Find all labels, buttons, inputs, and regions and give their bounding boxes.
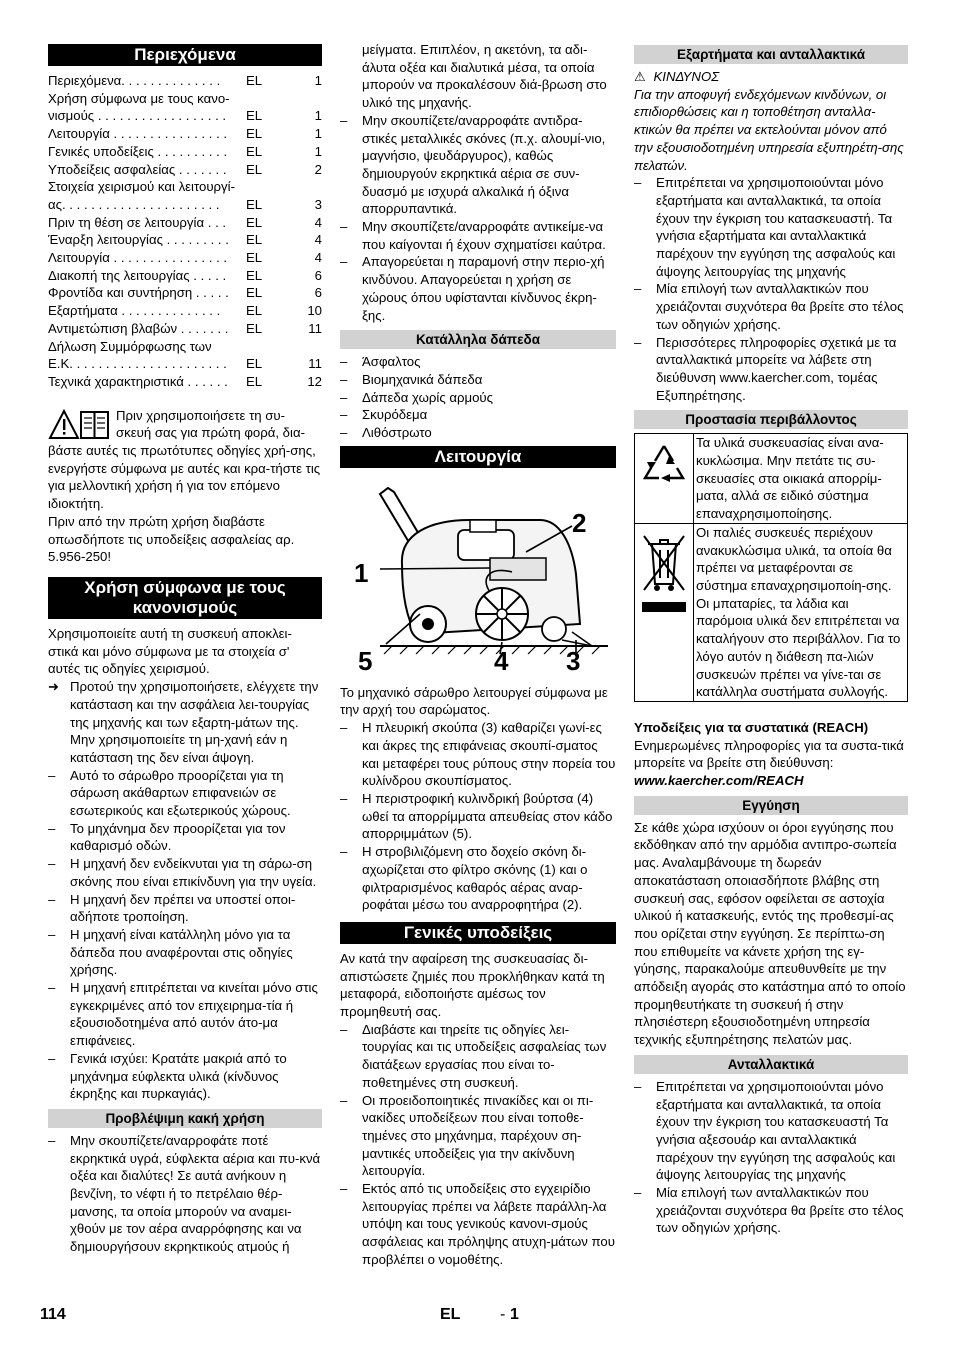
safety-notice: Πριν από την πρώτη χρήση διαβάστε οπωσδήποτε τις υποδείξεις ασφαλείας αρ. 5.956-250! [48,513,295,565]
toc-entry: Χρήση σύμφωνα με τους κανο- [48,90,230,106]
arrow-icon: ➜ [48,679,60,695]
list-item: – Σκυρόδεμα [340,407,428,423]
list-item: – Μην σκουπίζετε/αναρροφάτε αντικείμε-να που καίγονται ή έχουν σχηματίσει καύτρα. [340,219,606,252]
floors-heading: Κατάλληλα δάπεδα [340,330,616,349]
danger-label: ⚠ ΚΙΝΔΥΝΟΣ [634,69,720,84]
proper-use-heading: Χρήση σύμφωνα με τους κανονισμούς [48,577,322,619]
list-item: – Το μηχάνημα δεν προορίζεται για τον καθαρισμό οδών. [48,820,286,854]
toc-entry: Περιεχόμενα. . . . . . . . . . . . . . EL 1 [48,73,322,88]
toc-entry: νισμούς . . . . . . . . . . . . . . . . . . EL 1 [48,108,322,124]
toc-entry: Υποδείξεις ασφαλείας . . . . . . . EL 2 [48,161,322,177]
proper-use-list [48,767,322,1103]
list-item: – Οι προειδοποιητικές πινακίδες και οι πι-νακίδες υποδείξεων που είναι τοποθε-τημένες στο μηχάνημα, παρέχουν ση-μαντικές υποδείξεις για την ακίνδυνη λειτουργία. [340,1092,594,1179]
crossed-bin-icon [638,530,690,620]
proper-use-arrow-item: ➜ Προτού την χρησιμοποιήσετε, ελέγχετε την κατάσταση και την ασφάλεια λει-τουργίας της μηχανής και των εξαρτη-μάτων της. Μην χρησιμοποιείτε τη μη-χανή εάν η κατάσταση της δεν είναι άψογη. [48,679,319,765]
toc-entry: Εξαρτήματα . . . . . . . . . . . . . . EL 10 [48,303,322,319]
spare-parts-list [634,1078,908,1237]
accessories-list [634,174,908,404]
function-heading: Λειτουργία [340,446,616,468]
danger-icon: ⚠ [634,69,646,84]
label-4: 4 [494,645,509,674]
list-item: – Η πλευρική σκούπα (3) καθαρίζει γωνί-ες και άκρες της επιφάνειας σκουπί-σματος και μεταφέρει τους ρύπους στην πορεία του κυλίνδρου σκουπίσματος. [340,720,616,789]
label-3: 3 [566,645,581,674]
reach-link[interactable]: www.kaercher.com/REACH [634,773,804,789]
proper-use-intro: Χρησιμοποιείτε αυτή τη συσκευή αποκλει-στικά και μόνο σύμφωνα με τα στοιχεία σ' αυτές τις οδηγίες χειρισμού. [48,625,292,677]
general-list [340,1021,616,1269]
label-1: 1 [354,557,369,588]
floors-list [340,353,616,442]
page-number: 114 [40,1306,66,1323]
table-row [635,523,908,701]
toc-entry: Λειτουργία . . . . . . . . . . . . . . . . EL 1 [48,126,322,142]
table-of-contents [48,72,322,391]
general-intro: Αν κατά την αφαίρεση της συσκευασίας δι-απιστώσετε ζημιές που προκλήθηκαν κατά τη μεταφορά, ειδοποιήστε αμέσως τον προμηθευτή σας. [340,950,605,1020]
sweeper-diagram [340,474,616,674]
list-item: – Μην σκουπίζετε/αναρροφάτε αντιδρα-στικές μεταλλικές σκόνες (π.χ. αλουμί-νιο, μαγνήσιο, ψευδάργυρος), καθώς δημιουργούν εκρηκτικά αέρια σε συν-δυασμό με ισχυρά αλκαλικά ή όξινα απορρυπαντικά. [340,112,606,217]
footer-subpage: 1 [510,1306,519,1323]
list-item: – Η μηχανή δεν ενδείκνυται για τη σάρω-ση σκόνης που είναι επικίνδυνη για την υγεία. [48,856,317,889]
warning-text: βάστε αυτές τις πρωτότυπες οδηγίες χρή-σης, ενεργήστε σύμφωνα με αυτές και κρα-τήστε τις για μελλοντική χρήση ή για τον επόμενο ιδιοκτήτη. [48,443,321,512]
toc-entry: Αντιμετώπιση βλαβών . . . . . . . EL 11 [48,320,322,336]
list-item: – Αυτό το σάρωθρο προορίζεται για τη σάρωση ακάθαρτων επιφανειών σε εσωτερικούς και εξωτερικούς χώρους. [48,767,291,819]
warning-line-2: σκευή σας για πρώτη φορά, δια- [116,425,305,441]
list-item: – Εκτός από τις υποδείξεις στο εγχειρίδιο λειτουργίας πρέπει να λάβετε παράλλη-λα υπόψη και τους γενικούς κανονι-σμούς ασφάλειας και πρόληψης ατυχη-μάτων που προβλέπει ο νομοθέτης. [340,1181,615,1267]
toc-entry: Διακοπή της λειτουργίας . . . . . EL 6 [48,267,322,283]
toc-entry: Γενικές υποδείξεις . . . . . . . . . . EL 1 [48,143,322,159]
misuse-heading: Προβλέψιμη κακή χρήση [48,1109,322,1128]
list-item: – Άσφαλτος [340,354,421,370]
list-item: – Απαγορεύεται η παραμονή στην περιο-χή κινδύνου. Απαγορεύεται η χρήση σε χώρους όπου υφίστανται κίνδυνος έκρη-ξης. [340,254,605,323]
warranty-heading: Εγγύηση [634,796,908,815]
column-1 [48,44,322,1256]
list-item: – Περισσότερες πληροφορίες σχετικά με τα ανταλλακτικά μπορείτε να λάβετε στη διεύθυνση www.kaercher.com, τομέας Εξυπηρέτησης. [634,334,897,403]
toc-entry: Δήλωση Συμμόρφωσης των [48,338,212,354]
label-2: 2 [572,507,587,538]
list-item: – Λιθόστρωτο [340,425,432,441]
toc-entry: Έναρξη λειτουργίας . . . . . . . . . EL 4 [48,232,322,248]
list-item: – Μία επιλογή των ανταλλακτικών που χρειάζονται συχνότερα θα βρείτε στο τέλος των οδηγιών χρήσης. [634,1185,904,1236]
list-item: – Η μηχανή επιτρέπεται να κινείται μόνο στις εγκεκριμένες από τον επιχειρημα-τία ή εξουσιοδοτημένα από αυτόν άτο-μα επιφάνειες. [48,980,318,1049]
toc-entry: Λειτουργία . . . . . . . . . . . . . . . . EL 4 [48,250,322,266]
general-heading: Γενικές υποδείξεις [340,922,616,944]
recycle-icon [639,440,689,490]
list-item: – Η στροβιλιζόμενη στο δοχείο σκόνη δι-αχωρίζεται στο φίλτρο σκόνης (1) και ο φιλτραρισμένος καθαρός αέρας αναρ-ροφάται μέσω του αναρροφητήρα (2). [340,844,588,913]
column-3 [634,44,908,1237]
list-item: – Δάπεδα χωρίς αρμούς [340,389,493,405]
list-item: – Επιτρέπεται να χρησιμοποιούνται μόνο εξαρτήματα και ανταλλακτικά, τα οποία έχουν την έγκριση του κατασκευαστή Τα γνήσια αξεσουάρ και ανταλλακτικά παρέχουν την εγγύηση της ασφαλούς και άψογης λειτουργίας της μηχανής [634,1078,896,1183]
list-item: – Μία επιλογή των ανταλλακτικών που χρειάζονται συχνότερα θα βρείτε στο τέλος των οδηγιών χρήσης. [634,281,904,332]
misuse-list [340,112,616,324]
toc-entry: Τεχνικά χαρακτηριστικά . . . . . . EL 12 [48,373,322,389]
environment-table [634,433,908,702]
toc-entry: Ε.Κ. . . . . . . . . . . . . . . . . . . . . . EL 11 [48,356,322,372]
warning-manual-icon [48,407,112,441]
toc-entry: Πριν τη θέση σε λειτουργία . . . EL 4 [48,214,322,230]
footer-separator: - [500,1306,506,1323]
accessories-heading: Εξαρτήματα και ανταλλακτικά [634,45,908,64]
danger-text: Για την αποφυγή ενδεχόμενων κινδύνων, οι επιδιορθώσεις και η τοποθέτηση ανταλλα-κτικών θα πρέπει να εκτελούνται μόνον από την εξουσιοδοτημένη υπηρεσία εξυπηρέτη-σης πελατών. [634,86,904,173]
list-item: – Βιομηχανικά δάπεδα [340,371,483,387]
reach-heading: Υποδείξεις για τα συστατικά (REACH) [634,719,869,735]
first-use-warning [48,407,322,566]
list-item: – Η περιστροφική κυλινδρική βούρτσα (4) ωθεί τα απορρίμματα απευθείας στον κάδο απορριμμάτων (5). [340,790,613,842]
reach-text: Ενημερωμένες πληροφορίες για τα συστα-τικά μπορείτε να βρείτε στη διεύθυνση: [634,737,904,771]
list-item: – Η μηχανή δεν πρέπει να υποστεί οποι-αδήποτε τροποίηση. [48,891,296,925]
label-5: 5 [358,645,373,674]
list-item: – Διαβάστε και τηρείτε τις οδηγίες λει-τουργίας και τις υποδείξεις ασφαλείας των διατάξεων εργασίας που είναι το-ποθετημένες στη συσκευή. [340,1021,607,1090]
footer-lang: EL [440,1306,461,1323]
recycling-text: Τα υλικά συσκευασίας είναι ανα-κυκλώσιμα. Μην πετάτε τις συ-σκευασίες στα οικιακά απορρίμ-ματα, αλλά σε ειδικό σύστημα επαναχρησιμοποίησης. [694,434,908,524]
toc-entry: Φροντίδα και συντήρηση . . . . . EL 6 [48,285,322,301]
misuse-continued: μείγματα. Επιπλέον, η ακετόνη, τα αδι-άλυτα οξέα και διαλυτικά μέσα, τα οποία μπορούν να προκαλέσουν διά-βρωση στο υλικό της μηχανής. [362,42,607,111]
table-row [635,434,908,524]
environment-heading: Προστασία περιβάλλοντος [634,410,908,429]
column-2 [340,44,616,1269]
list-item: – Η μηχανή είναι κατάλληλη μόνο για τα δάπεδα που αναφέρονται στις οδηγίες χρήσης. [48,926,293,978]
function-list [340,719,616,914]
toc-entry: Στοιχεία χειρισμού και λειτουργί- [48,179,235,195]
disposal-text: Οι παλιές συσκευές περιέχουν ανακυκλώσιμα υλικά, τα οποία θα πρέπει να μεταφέρονται σε σύστημα επαναχρησιμοποίη-σης. Οι μπαταρίες, τα λάδια και παρόμοια υλικά δεν επιτρέπεται να καταλήγουν στο περιβάλλον. Για το λόγο αυτόν η διάθεση πα-λιών συσκευών πρέπει να γίνε-ται σε κατάλληλα συστήματα συλλογής. [694,523,908,701]
list-item: – Γενικά ισχύει: Κρατάτε μακριά από το μηχάνημα εύφλεκτα υλικά (κίνδυνος έκρηξης και πυρκαγιάς). [48,1050,287,1102]
function-intro: Το μηχανικό σάρωθρο λειτουργεί σύμφωνα με την αρχή του σαρώματος. [340,684,608,718]
misuse-item: – Μην σκουπίζετε/αναρροφάτε ποτέ εκρηκτικά υγρά, εύφλεκτα αέρια και πυ-κνά οξέα και διαλύτες! Σε αυτά ανήκουν η βενζίνη, το νέφτι ή το πετρέλαιο θέρ-μανσης, τα οποία μπορούν να αναμει-χθούν με τον αέρα αναρρόφησης και να δημιουργήσουν εκρηκτικούς ατμούς ή [48,1132,321,1255]
warning-line-1: Πριν χρησιμοποιήσετε τη συ- [116,407,286,423]
warranty-text: Σε κάθε χώρα ισχύουν οι όροι εγγύησης που εκδόθηκαν από την αρμόδια αντιπρο-σωπεία μας. Αναλαμβάνουμε τη δωρεάν αποκατάσταση οποιασδήποτε βλάβης στη συσκευή σας, εφόσον οφείλεται σε αστοχία υλικού ή κατασκευής, εντός της προθεσμί-ας που ορίζεται στην εγγύηση. Σε περίπτω-ση που επιθυμείτε να κάνετε χρήση της εγ-γύησης, παρακαλούμε απευθυνθείτε με την απόδειξη αγοράς στο κατάστημα από το οποίο προμηθευτήκατε τη συσκευή ή στην πλησιέστερη εξουσιοδοτημένη υπηρεσία τεχνικής εξυπηρέτησης πελατών μας. [634,819,906,1048]
spare-parts-heading: Ανταλλακτικά [634,1055,908,1074]
toc-heading: Περιεχόμενα [48,44,322,66]
list-item: – Επιτρέπεται να χρησιμοποιούνται μόνο εξαρτήματα και ανταλλακτικά, τα οποία έχουν την έγκριση του κατασκευαστή. Τα γνήσια εξαρτήματα και ανταλλακτικά παρέχουν την εγγύηση της ασφαλούς και άψογης λειτουργίας της μηχανής [634,175,896,279]
toc-entry: ας. . . . . . . . . . . . . . . . . . . . . . EL 3 [48,196,322,212]
